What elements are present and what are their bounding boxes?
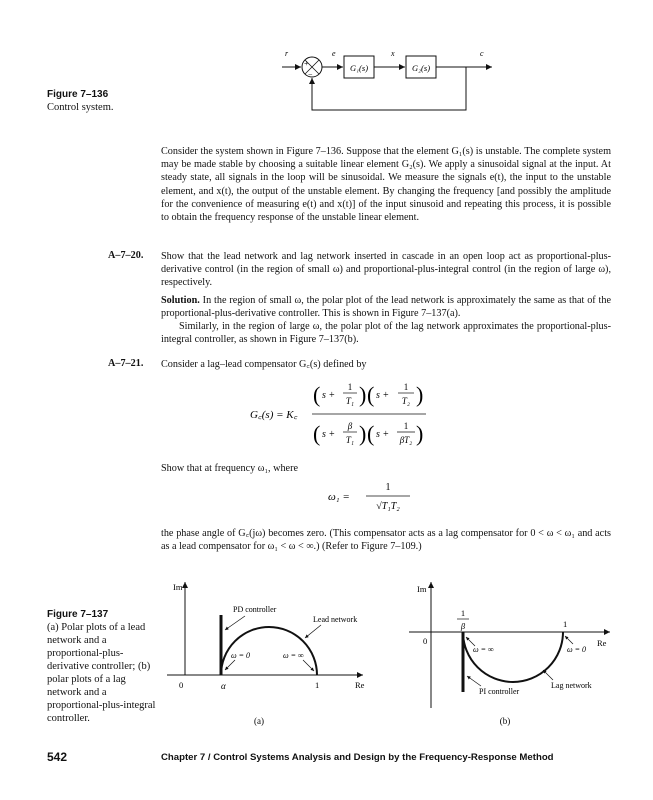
one-label-a: 1 xyxy=(315,680,320,690)
plot-b-sublabel: (b) xyxy=(499,716,511,726)
signal-c: c xyxy=(480,49,484,58)
winf-label-b: ω = ∞ xyxy=(473,645,494,654)
origin-label-b: 0 xyxy=(423,636,428,646)
eq2-num: 1 xyxy=(385,482,391,493)
solution-a720-2: Similarly, in the region of large ω, the polar plot of the lag network approximates the proportional-plus-integral controller, as shown in Figure 7–137(b). xyxy=(161,321,611,346)
im-label-b: Im xyxy=(417,584,427,594)
w0-label-b: ω = 0 xyxy=(567,645,587,654)
lag-network-curve xyxy=(463,632,563,682)
eq1-paren: ) xyxy=(359,421,367,446)
re-label-b: Re xyxy=(597,638,607,648)
eq1-num-right-s: s + xyxy=(376,390,390,401)
eq2-lhs: ω₁ = xyxy=(328,491,350,503)
frac-num-b: 1 xyxy=(460,608,466,618)
eq1-den-right-num: 1 xyxy=(403,421,409,431)
solution-a720-1 xyxy=(161,294,611,320)
eq1-den-left-s: s + xyxy=(322,429,336,440)
problem-a721-label: A–7–21. xyxy=(108,358,144,369)
eq1-paren: ) xyxy=(416,421,424,446)
solution-label: Solution. xyxy=(161,295,200,306)
eq1-paren: ( xyxy=(367,421,375,446)
feedback-line xyxy=(312,67,466,110)
eq1-num-left-s: s + xyxy=(322,390,336,401)
eq1-den-left-num: β xyxy=(347,421,353,431)
pd-controller-label: PD controller xyxy=(233,605,277,614)
eq1-paren: ( xyxy=(313,421,321,446)
lead-network-label: Lead network xyxy=(313,615,358,624)
eq1-paren: ) xyxy=(359,382,367,407)
g1-label: G₁(s) xyxy=(349,63,369,73)
g2-label: G₂(s) xyxy=(411,63,431,73)
eq1-paren: ( xyxy=(313,382,321,407)
eq1-num-right-den: T₂ xyxy=(401,396,411,406)
figure-137-caption xyxy=(47,608,159,725)
pi-controller-label: PI controller xyxy=(479,687,520,696)
eq1-lhs: G꜀(s) = K꜀ xyxy=(250,409,298,421)
problem-a721-closing: the phase angle of G꜀(jω) becomes zero. (This compensator acts as a lag compensator for 0 < ω < ω₁ and acts as a lead compensator for ω₁ < ω < ∞.) (Refer to Figure 7–109.) xyxy=(161,528,611,553)
frac-den-b: β xyxy=(460,621,466,631)
problem-a721-show: Show that at frequency ω₁, where xyxy=(161,463,298,474)
figure-136-title: Control system. xyxy=(47,102,114,113)
equation-omega1 xyxy=(328,478,448,516)
signal-r: r xyxy=(285,49,289,58)
minus-sign: − xyxy=(308,70,313,79)
eq1-den-left-den: T₁ xyxy=(345,435,355,445)
plus-sign: + xyxy=(304,59,309,68)
figure-137-text: (a) Polar plots of a lead network and a proportional-plus-derivative controller; (b) polar plots of a lag network and a proportional-plus-integral controller. xyxy=(47,622,156,724)
plot-a-sublabel: (a) xyxy=(254,716,264,726)
problem-a721-intro: Consider a lag–lead compensator G꜀(s) defined by xyxy=(161,359,367,370)
solution-text-1: In the region of small ω, the polar plot of the lead network is approximately the same as that of the proportional-plus-derivative controller. This is shown in Figure 7–137(a). xyxy=(161,295,611,320)
figure-136-number: Figure 7–136 xyxy=(47,89,109,100)
eq1-num-left-num: 1 xyxy=(347,382,353,392)
problem-a720-label: A–7–20. xyxy=(108,250,144,261)
lag-network-label: Lag network xyxy=(551,681,592,690)
w0-label-a: ω = 0 xyxy=(231,651,251,660)
signal-e: e xyxy=(332,49,336,58)
eq1-paren: ( xyxy=(367,382,375,407)
winf-label-a: ω = ∞ xyxy=(283,651,304,660)
re-label-a: Re xyxy=(355,680,365,690)
one-label-b: 1 xyxy=(563,619,568,629)
origin-label-a: 0 xyxy=(179,680,184,690)
intro-paragraph: Consider the system shown in Figure 7–136. Suppose that the element G₁(s) is unstable. The complete system may be made stable by choosing a suitable linear element G₂(s). We apply a sinusoidal signal at the input. At steady state, all signals in the loop will be sinusoidal. We measure the signals e(t), the input to the unstable element, and x(t), the output of the unstable element. By changing the frequency [and possibly the amplitude for the convenience of measuring e(t) and x(t)] of the input sinusoid and repeating this process, it is possible to obtain the frequency response of the unstable linear element. xyxy=(161,146,611,224)
running-footer: Chapter 7 / Control Systems Analysis and Design by the Frequency-Response Method xyxy=(161,752,554,763)
eq1-den-right-den: βT₂ xyxy=(399,435,413,445)
figure-136-caption xyxy=(47,88,157,114)
figure-137-number: Figure 7–137 xyxy=(47,609,109,620)
eq2-den: √T₁T₂ xyxy=(376,501,400,512)
block-diagram xyxy=(270,40,500,118)
eq1-num-right-num: 1 xyxy=(403,382,409,392)
im-label-a: Im xyxy=(173,582,183,592)
alpha-label-a: α xyxy=(221,681,226,691)
eq1-num-left-den: T₁ xyxy=(345,396,355,406)
polar-plot-a xyxy=(165,580,370,730)
page-number: 542 xyxy=(47,750,68,764)
polar-plot-b xyxy=(405,580,615,730)
signal-x: x xyxy=(391,49,395,58)
eq1-paren: ) xyxy=(416,382,424,407)
problem-a720-text: Show that the lead network and lag network inserted in cascade in an open loop act as proportional-plus-derivative control (in the region of small ω) and proportional-plus-integral control (in the region of large ω), respectively. xyxy=(161,251,611,289)
eq1-den-right-s: s + xyxy=(376,429,390,440)
equation-lag-lead xyxy=(250,378,470,450)
